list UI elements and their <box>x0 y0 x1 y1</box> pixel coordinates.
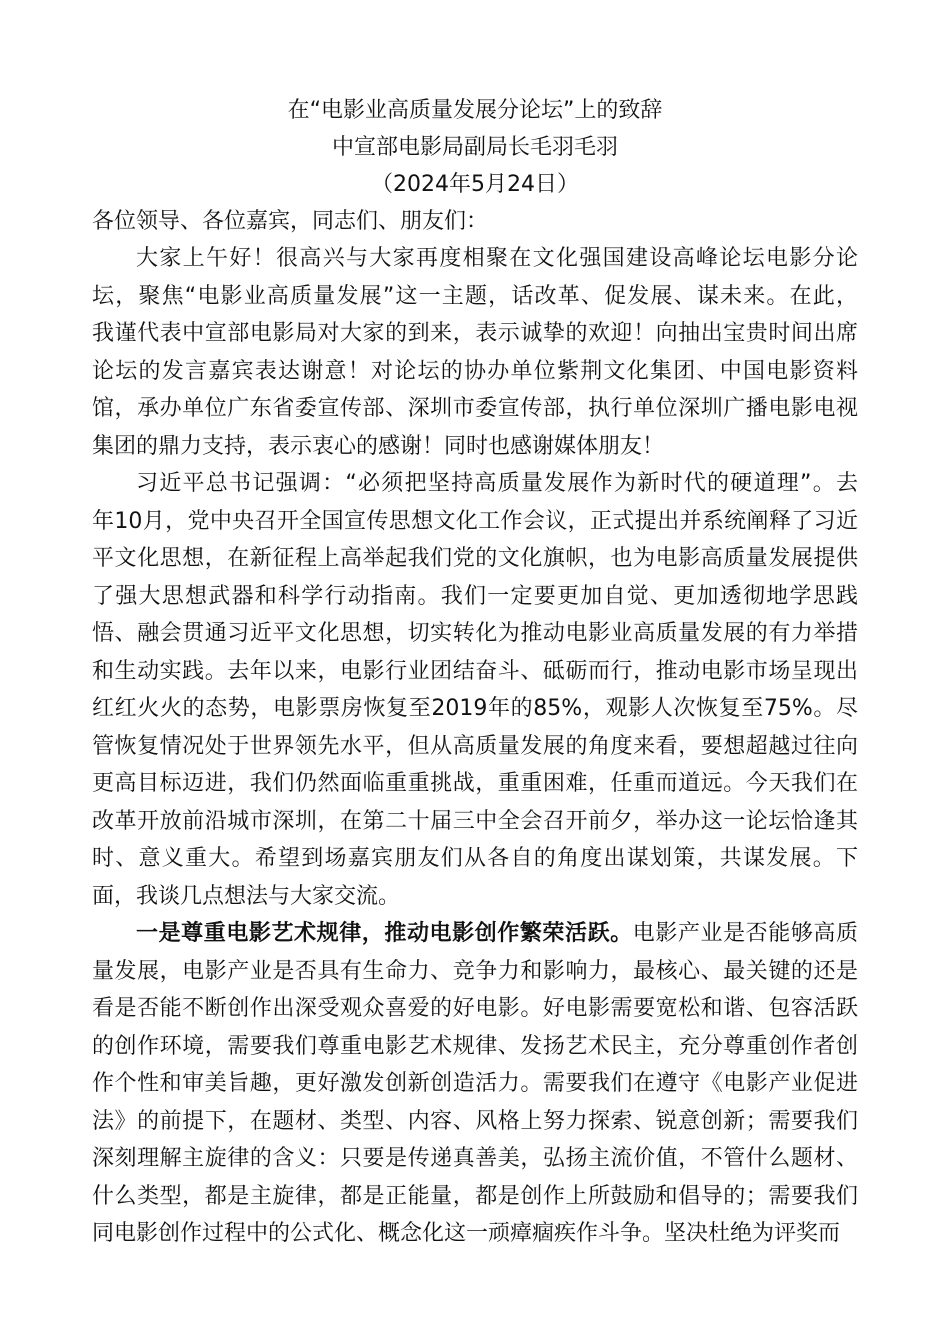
paragraph-line: 馆，承办单位广东省委宣传部、深圳市委宣传部，执行单位深圳广播电影电视 <box>92 396 858 421</box>
paragraph-line: 时、意义重大。希望到场嘉宾朋友们从各自的角度出谋划策，共谋发展。下 <box>92 846 858 871</box>
paragraph-point-one <box>92 915 858 1253</box>
paragraph-line: 深刻理解主旋律的含义：只要是传递真善美，弘扬主流价值，不管什么题材、 <box>92 1146 858 1171</box>
paragraph-text: 电影产业是否能够高质 <box>632 921 858 946</box>
speaker-line: 中宣部电影局副局长毛羽毛羽 <box>331 135 618 160</box>
paragraph-line: 和生动实践。去年以来，电影行业团结奋斗、砥砺而行，推动电影市场呈现出 <box>92 658 858 684</box>
paragraph-line: 平文化思想，在新征程上高举起我们党的文化旗帜，也为电影高质量发展提供 <box>92 546 858 571</box>
paragraph-line: 量发展，电影产业是否具有生命力、竞争力和影响力，最核心、最关键的还是 <box>92 958 858 984</box>
paragraph-line: 什么类型，都是主旋律，都是正能量，都是创作上所鼓励和倡导的；需要我们 <box>92 1183 858 1209</box>
paragraph-line: 改革开放前沿城市深圳，在第二十届三中全会召开前夕，举办这一论坛恰逢其 <box>92 808 858 834</box>
paragraph-greeting <box>92 240 858 465</box>
paragraph-line: 管恢复情况处于世界领先水平，但从高质量发展的角度来看，要想超越过往向 <box>92 733 858 759</box>
paragraph-line: 作个性和审美旨趣，更好激发创新创造活力。需要我们在遵守《电影产业促进 <box>92 1071 858 1096</box>
section-heading: 一是尊重电影艺术规律，推动电影创作繁荣活跃。 <box>136 921 633 946</box>
paragraph-line <box>92 915 858 953</box>
paragraph-line: 了强大思想武器和科学行动指南。我们一定要更加自觉、更加透彻地学思践 <box>92 583 858 609</box>
paragraph-line: 悟、融会贯通习近平文化思想，切实转化为推动电影业高质量发展的有力举措 <box>92 621 858 646</box>
paragraph-line: 论坛的发言嘉宾表达谢意！对论坛的协办单位紫荆文化集团、中国电影资料 <box>92 358 858 384</box>
paragraph-line: 看是否能不断创作出深受观众喜爱的好电影。好电影需要宽松和谐、包容活跃 <box>92 996 858 1021</box>
salutation: 各位领导、各位嘉宾，同志们、朋友们： <box>92 209 489 234</box>
paragraph-line: 我谨代表中宣部电影局对大家的到来，表示诚挚的欢迎！向抽出宝贵时间出席 <box>92 321 858 346</box>
paragraph-line: 更高目标迈进，我们仍然面临重重挑战，重重困难，任重而道远。今天我们在 <box>92 771 858 796</box>
date-line: （2024年5月24日） <box>371 172 579 197</box>
paragraph-line: 红红火火的态势，电影票房恢复至2019年的85%，观影人次恢复至75%。尽 <box>92 696 858 721</box>
paragraph-line: 面，我谈几点想法与大家交流。 <box>92 883 401 909</box>
document-page <box>92 92 858 1253</box>
paragraph-line: 的创作环境，需要我们尊重电影艺术规律、发扬艺术民主，充分尊重创作者创 <box>92 1033 858 1059</box>
document-title: 在“电影业高质量发展分论坛”上的致辞 <box>287 98 663 123</box>
paragraph-line: 集团的鼎力支持，表示衷心的感谢！同时也感谢媒体朋友！ <box>92 433 665 459</box>
paragraph-line: 法》的前提下，在题材、类型、内容、风格上努力探索、锐意创新；需要我们 <box>92 1108 858 1134</box>
paragraph-line: 坛，聚焦“电影业高质量发展”这一主题，话改革、促发展、谋未来。在此， <box>92 283 858 309</box>
paragraph-line: 习近平总书记强调：“必须把坚持高质量发展作为新时代的硬道理”。去 <box>136 471 858 496</box>
paragraph-line: 同电影创作过程中的公式化、概念化这一顽瘴痼疾作斗争。坚决杜绝为评奖而 <box>92 1221 841 1246</box>
paragraph-context <box>92 465 858 915</box>
paragraph-line: 大家上午好！很高兴与大家再度相聚在文化强国建设高峰论坛电影分论 <box>136 246 858 271</box>
paragraph-line: 年10月，党中央召开全国宣传思想文化工作会议，正式提出并系统阐释了习近 <box>92 508 858 534</box>
